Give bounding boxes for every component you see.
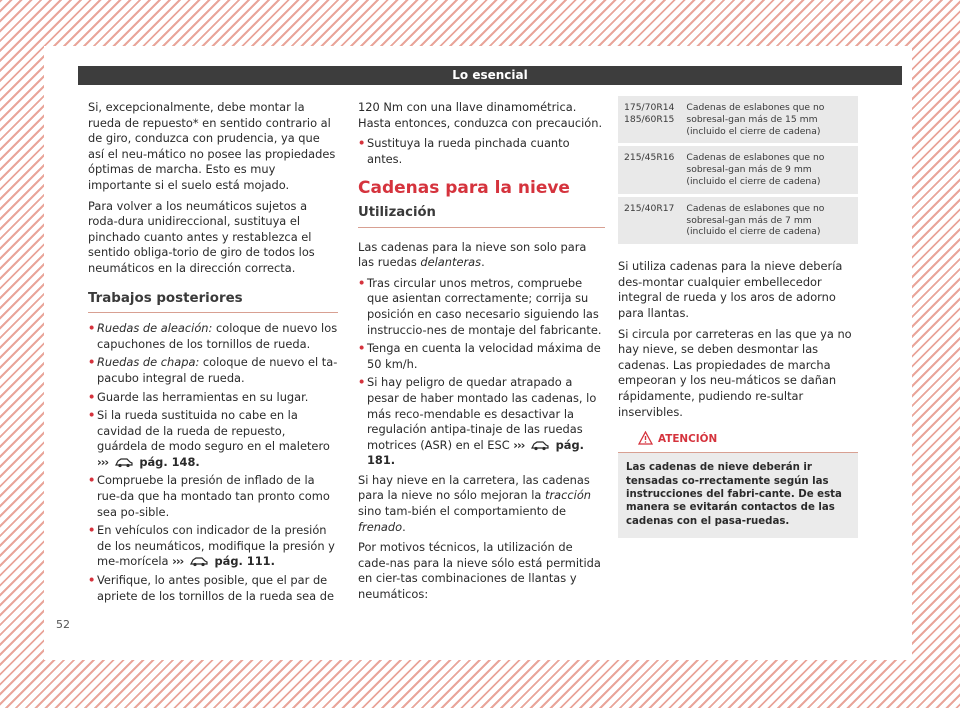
bullet-text: Si hay peligro de quedar atrapado a pesar de haber montado las cadenas, lo más reco-mendable es desactivar la regulación antipa-tinaje de las ruedas motrices (ASR) en el ESC [367, 375, 597, 452]
page-reference-link[interactable]: pág. 148. [139, 454, 200, 469]
bullet-dot-icon: • [88, 389, 96, 404]
table-cell-size: 215/45R16 [618, 145, 680, 195]
car-manual-icon [189, 555, 209, 567]
list-item [88, 321, 338, 352]
list-item [88, 355, 338, 386]
column-left [88, 100, 338, 607]
warning-box [618, 432, 858, 538]
bullet-dot-icon: • [88, 355, 96, 370]
warning-header [618, 432, 858, 453]
table-row [618, 96, 858, 145]
bullet-text: Sustituya la rueda pinchada cuanto antes. [367, 136, 570, 166]
bullet-text: Compruebe la presión de inflado de la rue-da que ha montado tan pronto como sea po-sible. [97, 473, 330, 519]
page-reference-link[interactable]: pág. 111. [214, 554, 275, 569]
paragraph: Si utiliza cadenas para la nieve debería des-montar cualquier embellecedor integral de rueda y los aros de adorno para llantas. [618, 259, 843, 320]
table-cell-description: Cadenas de eslabones que no sobresal-gan más de 15 mm (incluido el cierre de cadena) [680, 96, 858, 145]
bullet-text: coloque de nuevo los capuchones de los tornillos de rueda. [97, 321, 338, 351]
paragraph-text: sino tam-bién el comportamiento de [358, 504, 567, 519]
warning-title: ATENCIÓN [658, 433, 718, 446]
bullet-text: coloque de nuevo el ta-pacubo integral de rueda. [97, 355, 338, 385]
list-item [358, 375, 605, 469]
bullet-dot-icon: • [88, 408, 96, 423]
warning-triangle-icon [638, 431, 653, 445]
table-cell-description: Cadenas de eslabones que no sobresal-gan más de 7 mm (incluido el cierre de cadena) [680, 195, 858, 245]
section-title: Cadenas para la nieve [358, 178, 570, 199]
car-manual-icon [530, 439, 550, 451]
list-item [358, 341, 605, 372]
paragraph-emphasis: frenado [358, 519, 403, 534]
chevrons-right-icon: ››› [97, 454, 109, 469]
chevrons-right-icon: ››› [172, 554, 184, 569]
list-item [88, 573, 338, 604]
list-item [358, 276, 605, 338]
list-item [88, 390, 338, 406]
paragraph [358, 473, 605, 535]
page-number: 52 [56, 618, 70, 631]
list-item [88, 473, 338, 520]
column-right [618, 96, 858, 538]
page-header: Lo esencial [78, 66, 902, 85]
paragraph-emphasis: tracción [545, 488, 592, 503]
bullet-emphasis: Ruedas de aleación: [97, 321, 213, 336]
page-reference-link[interactable]: pág. 181. [367, 437, 584, 468]
column-middle [358, 100, 605, 608]
paragraph-text: . [402, 519, 406, 534]
paragraph-emphasis: delanteras [420, 255, 482, 270]
table-row [618, 145, 858, 195]
paragraph [358, 240, 605, 271]
manual-page [44, 46, 912, 660]
warning-text: Las cadenas de nieve deberán ir tensadas co-rrectamente según las instrucciones del fabri-cante. De esta manera se evitarán contactos de las cadenas con el pasa-ruedas. [626, 462, 842, 527]
bullet-dot-icon: • [88, 523, 96, 538]
car-manual-icon [114, 456, 134, 468]
bullet-text: Tenga en cuenta la velocidad máxima de 50 km/h. [367, 341, 601, 371]
bullet-dot-icon: • [88, 473, 96, 488]
bullet-dot-icon: • [358, 275, 366, 290]
chevrons-right-icon: ››› [513, 437, 525, 452]
paragraph-text: Las cadenas para la nieve son solo para las ruedas [358, 239, 587, 270]
bullet-dot-icon: • [358, 341, 366, 356]
paragraph-text: Si hay nieve en la carretera, las cadenas para la nieve no sólo mejoran la [358, 472, 590, 503]
table-cell-size: 215/40R17 [618, 195, 680, 245]
bullet-dot-icon: • [358, 375, 366, 390]
table-cell-description: Cadenas de eslabones que no sobresal-gan más de 9 mm (incluido el cierre de cadena) [680, 145, 858, 195]
bullet-text: Guarde las herramientas en su lugar. [97, 389, 309, 404]
table-row [618, 195, 858, 245]
list-item [88, 523, 338, 570]
list-item [358, 136, 605, 167]
bullet-text: Verifique, lo antes posible, que el par de apriete de los tornillos de la rueda sea de [97, 573, 335, 603]
bullet-dot-icon: • [358, 136, 366, 151]
bullet-text: Si la rueda sustituida no cabe en la cavidad de la rueda de repuesto, guárdela de modo seguro en el maletero [97, 408, 330, 454]
paragraph: 120 Nm con una llave dinamométrica. Hasta entonces, conduzca con precaución. [358, 100, 603, 130]
list-item [88, 408, 338, 470]
bullet-text: Tras circular unos metros, compruebe que asientan correctamente; corrija su posición en caso necesario siguiendo las instruccio-nes de montaje del fabricante. [367, 275, 602, 337]
paragraph-text: . [481, 255, 485, 270]
table-cell-size: 175/70R14 185/60R15 [618, 96, 680, 145]
tire-chain-table [618, 96, 858, 247]
bullet-emphasis: Ruedas de chapa: [97, 355, 200, 370]
paragraph: Para volver a los neumáticos sujetos a roda-dura unidireccional, sustituya el pinchado cuanto antes y restablezca el sentido obliga-torio de giro de todos los neumáticos en la dirección correcta. [88, 198, 315, 275]
subheading-trabajos: Trabajos posteriores [88, 291, 338, 314]
bullet-dot-icon: • [88, 573, 96, 588]
paragraph: Si circula por carreteras en las que ya no hay nieve, se deben desmontar las cadenas. Las propiedades de marcha empeoran y los neu-máticos se dañan rápidamente, pudiendo re-sultar inservibles. [618, 326, 852, 419]
paragraph: Por motivos técnicos, la utilización de cade-nas para la nieve sólo está permitida en cier-tas combinaciones de llantas y neumáticos: [358, 540, 601, 602]
paragraph: Si, excepcionalmente, debe montar la rueda de repuesto* en sentido contrario al de giro, conduzca con prudencia, ya que así el neu-mático no posee las propiedades óptimas de marcha. Esto es muy importante si el suelo está mojado. [88, 100, 336, 192]
bullet-dot-icon: • [88, 321, 96, 336]
bullet-text: En vehículos con indicador de la presión de los neumáticos, modifique la presión y me-morícela [97, 523, 335, 569]
subheading-utilizacion: Utilización [358, 205, 605, 228]
